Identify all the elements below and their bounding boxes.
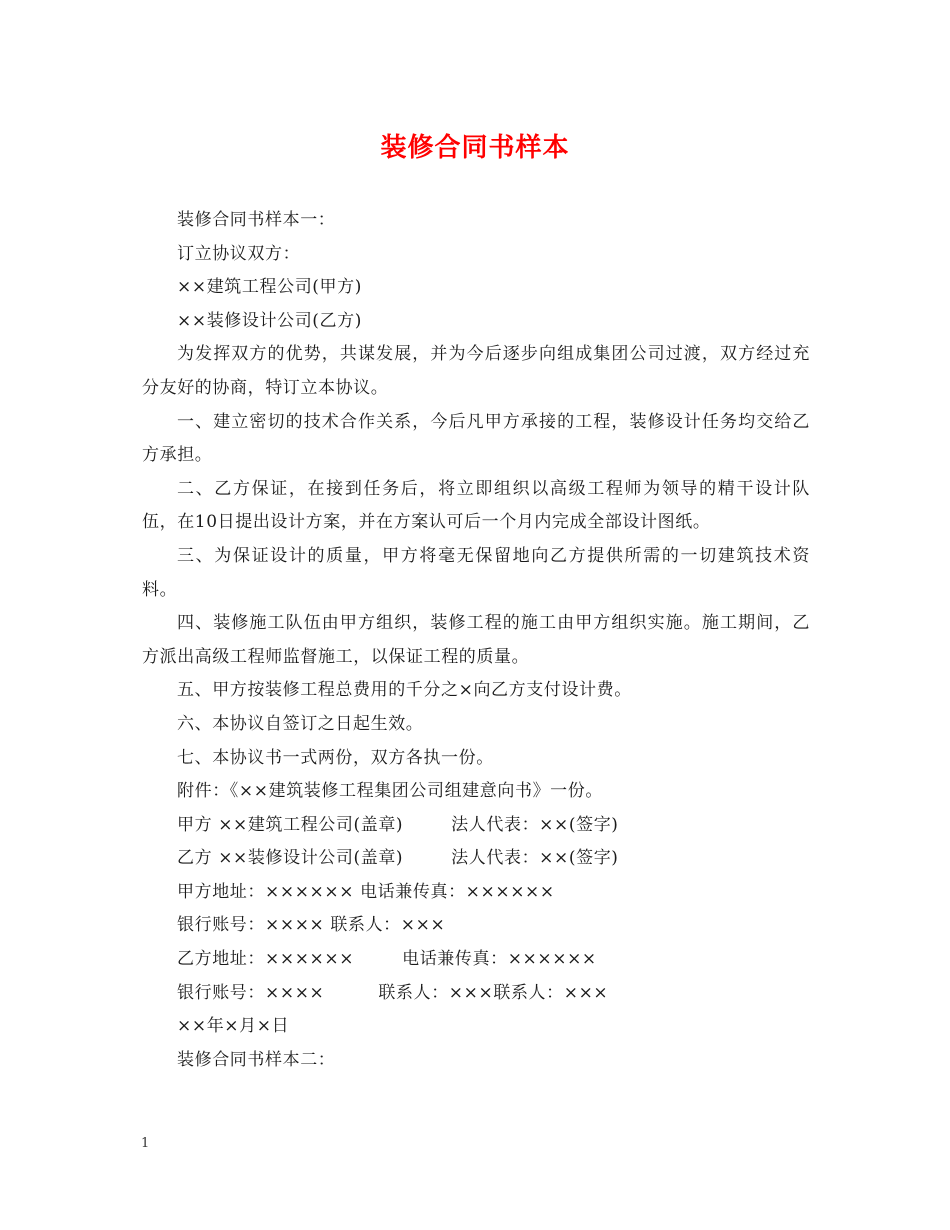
page-number: 1 (141, 1136, 150, 1151)
clause-4: 四、装修施工队伍由甲方组织，装修工程的施工由甲方组织实施。施工期间，乙方派出高级工程师监督施工，以保证工程的质量。 (142, 613, 810, 667)
date-line: ××年×月×日 (177, 1016, 290, 1037)
clause-3: 三、为保证设计的质量，甲方将毫无保留地向乙方提供所需的一切建筑技术资料。 (142, 545, 810, 600)
preamble-paragraph: 为发挥双方的优势，共谋发展，并为今后逐步向组成集团公司过渡，双方经过充分友好的协商，特订立本协议。 (142, 344, 810, 398)
clause-6: 六、本协议自签订之日起生效。 (177, 713, 424, 734)
clause-1: 一、建立密切的技术合作关系，今后凡甲方承接的工程，装修设计任务均交给乙方承担。 (142, 411, 810, 466)
document-title: 装修合同书样本 (380, 133, 570, 163)
party-a-address: 甲方地址：×××××× 电话兼传真：×××××× (177, 881, 555, 902)
party-b-address: 乙方地址：×××××× 电话兼传真：×××××× (177, 949, 597, 970)
signature-party-b: 乙方 ××装修设计公司(盖章) 法人代表：××(签字) (177, 848, 619, 869)
clause-7: 七、本协议书一式两份，双方各执一份。 (177, 747, 494, 768)
clause-5: 五、甲方按装修工程总费用的千分之×向乙方支付设计费。 (177, 680, 632, 701)
attachment-line: 附件：《××建筑装修工程集团公司组建意向书》一份。 (177, 781, 603, 802)
party-b-bank: 银行账号：×××× 联系人：×××联系人：××× (177, 982, 609, 1003)
section-heading-sample-two: 装修合同书样本二： (177, 1049, 336, 1070)
document-body (142, 204, 810, 1077)
signature-party-a: 甲方 ××建筑工程公司(盖章) 法人代表：××(签字) (177, 814, 619, 835)
party-b: ××装修设计公司(乙方) (177, 310, 362, 331)
clause-2: 二、乙方保证，在接到任务后，将立即组织以高级工程师为领导的精干设计队伍，在10日提出设计方案，并在方案认可后一个月内完成全部设计图纸。 (142, 478, 810, 533)
party-a: ××建筑工程公司(甲方) (177, 277, 362, 298)
party-a-bank: 银行账号：×××× 联系人：××× (177, 915, 446, 936)
section-heading-sample-one: 装修合同书样本一： (177, 210, 336, 230)
parties-label: 订立协议双方： (177, 243, 301, 264)
